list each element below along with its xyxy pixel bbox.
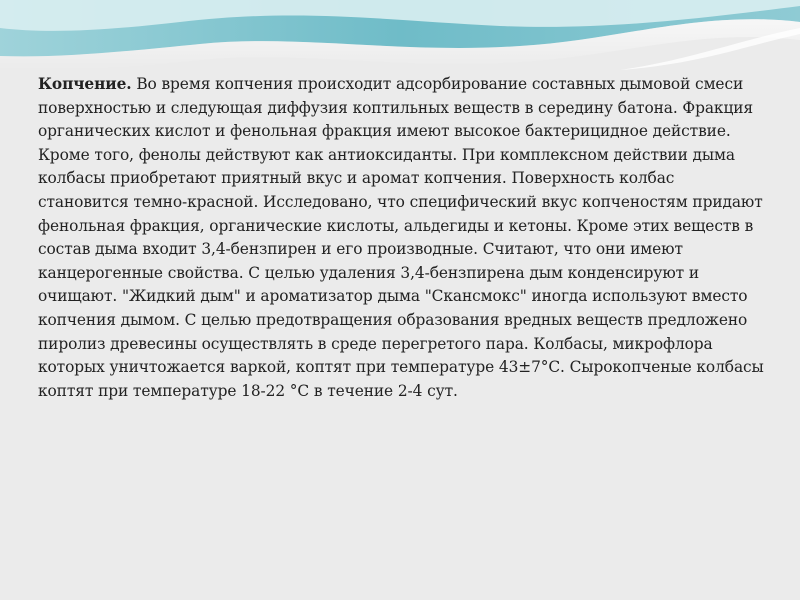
heading-word: Копчение. <box>38 75 132 93</box>
body-paragraph <box>38 73 768 403</box>
body-text: Во время копчения происходит адсорбирование составных дымовой смеси поверхностью и следующая диффузия коптильных веществ в середину батона. Фракция органических кислот и фенольная фракция имеют высокое бактерицидное действие. Кроме того, фенолы действуют как антиоксиданты. При комплексном действии дыма колбасы приобретают приятный вкус и аромат копчения. Поверхность колбас становится темно-красной. Исследовано, что специфический вкус копченостям придают фенольная фракция, органические кислоты, альдегиды и кетоны. Кроме этих веществ в состав дыма входит 3,4-бензпирен и его производные. Считают, что они имеют канцерогенные свойства. С целью удаления 3,4-бензпирена дым конденсируют и очищают. "Жидкий дым" и ароматизатор дыма "Скансмокс" иногда используют вместо копчения дымом. С целью предотвращения образования вредных веществ предложено пиролиз древесины осуществлять в среде перегретого пара. Колбасы, микрофлора которых уничтожается варкой, коптят при температуре 43±7°С. Сырокопченые колбасы коптят при температуре 18-22 °С в течение 2-4 сут. <box>38 75 764 400</box>
